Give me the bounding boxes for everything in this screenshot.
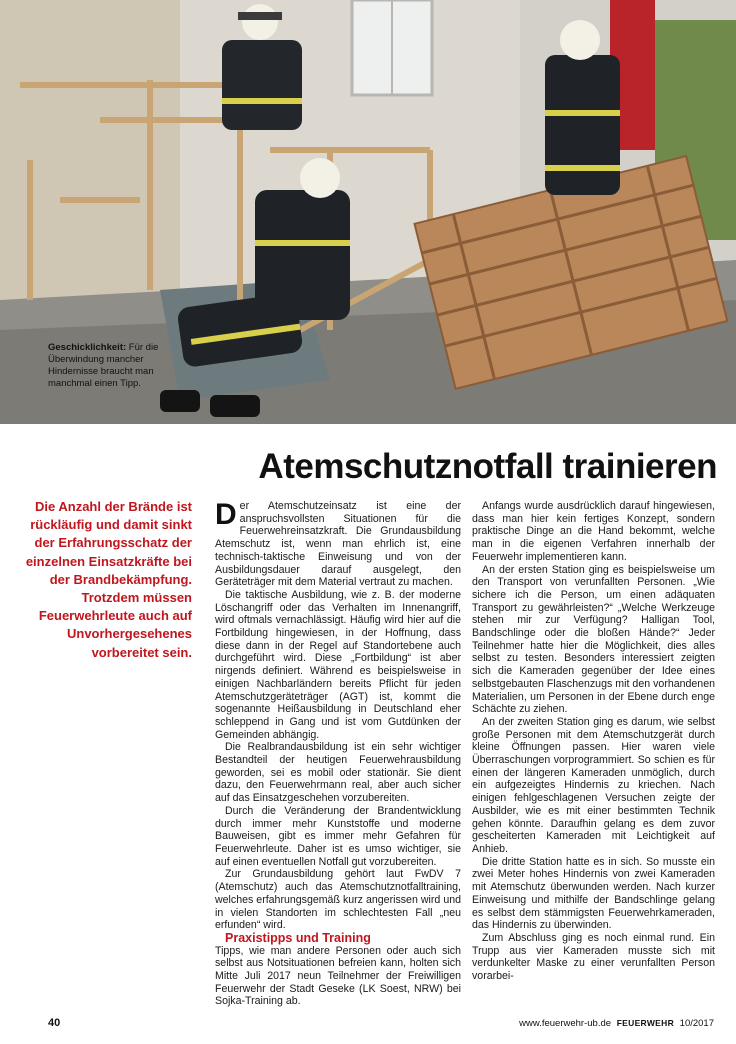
article-paragraph: Durch die Veränderung der Brandentwicklung durch immer mehr Kunststoffe und moderne Bauweisen, gibt es immer mehr Gefahren für Feuerwehrleute. Daher ist es umso wichtiger, sie auf einen eventuellen Notfall gut vorzubereiten. (215, 804, 461, 868)
footer-info (519, 1018, 714, 1029)
photo-caption (48, 342, 188, 390)
article-paragraph (215, 500, 461, 589)
page-number: 40 (48, 1017, 61, 1029)
article-paragraph: An der zweiten Station ging es darum, wie selbst große Personen mit dem Atemschutzgerät durch kleine Öffnungen passen. Hier waren viele Überraschungen vorprogrammiert. So schien es für einen der längeren Kameraden unmöglich, durch ein aufgezeigtes Hindernis zu kriechen. Nach einigen fehlgeschlagenen Versuchen zeigte der Ausbilder, wie es mit einer bestimmten Technik gehen könnte. Daraufhin gelang es dem zuvor gescheiterten Kameraden mit Leichtigkeit auf Anhieb. (472, 715, 715, 855)
article-paragraph: Die dritte Station hatte es in sich. So musste ein zwei Meter hohes Hindernis von zwei Kameraden mit Atemschutz überwunden werden. Nach kurzer Einweisung und mithilfe der Bandschlinge gelang es selbst dem stämmigsten Feuerwehrkameraden, das Hindernis zu überwinden. (472, 855, 715, 932)
footer-brand: FEUERWEHR (616, 1018, 675, 1028)
article-paragraph: Die taktische Ausbildung, wie z. B. der moderne Löschangriff oder das Verhalten im Innenangriff, wird oftmals vernachlässigt. Häufig wird hier auf die Fortbildung hingewiesen, in der Hoffnung, dass diese dann in der Regel auf Standortebene auch durchgeführt wird. Diese „Fortbildung“ ist aber nirgends definiert. Während es beispielsweise in einigen Nachbarländern bereits Pflicht für jeden Atemschutzgeräteträger (AGT) ist, kommt die sogenannte Heißausbildung in Deutschland eher schleppend in Gang und ist vom Gutdünken der Gemeinden abhängig. (215, 588, 461, 741)
caption-text: Für die Überwindung mancher Hindernisse braucht man manchmal einen Tipp. (48, 342, 159, 389)
article-paragraph: Tipps, wie man andere Personen oder auch sich selbst aus Notsituationen befreien kann, holten sich Mitte Juli 2017 neun Teilnehmer der Freiwilligen Feuerwehr der Stadt Geseke (LK Soest, NRW) bei Sojka-Training ab. (215, 944, 461, 1008)
article-photo (0, 0, 736, 424)
article-column-1 (215, 500, 461, 1008)
caption-label: Geschicklichkeit: (48, 342, 127, 353)
article-paragraph: Zum Abschluss ging es noch einmal rund. Ein Trupp aus vier Kameraden musste sich mit verdunkelter Maske zu einer verunfallten Person vorarbei- (472, 931, 715, 983)
footer-issue: 10/2017 (679, 1018, 714, 1029)
article-column-2 (472, 500, 715, 983)
article-paragraph: Anfangs wurde ausdrücklich darauf hingewiesen, dass man hier kein fertiges Konzept, sondern praktische Dinge an die Hand bekommt, welche man in die eigenen Verfahren innerhalb der Feuerwehr implementieren kann. (472, 500, 715, 563)
footer-url[interactable]: www.feuerwehr-ub.de (519, 1018, 612, 1029)
article-teaser: Die Anzahl der Brände ist rückläufig und damit sinkt der Erfahrungsschatz der einzelnen Einsatzkräfte bei der Brandbekämpfung. Trotzdem müssen Feuerwehrleute auch auf Unvorhergesehenes vorbereitet sein. (25, 499, 192, 660)
article-headline: Atemschutznotfall trainieren (258, 447, 717, 486)
dropcap: D (215, 498, 237, 531)
article-paragraph: Die Realbrandausbildung ist ein sehr wichtiger Bestandteil der heutigen Feuerwehrausbildung geworden, sei es mobil oder stationär. Sie dient dazu, den Feuerwehrmann real, aber auch sicher auf das Einsatzgeschehen vorzubereiten. (215, 741, 461, 805)
article-paragraph: Zur Grundausbildung gehört laut FwDV 7 (Atemschutz) auch das Atemschutznotfalltraining, welches erfahrungsgemäß kurz angerissen wird und in vielen Standorten im schlechtesten Fall „neu erfunden“ wird. (215, 868, 461, 932)
article-paragraph: An der ersten Station ging es beispielsweise um den Transport von verunfallten Personen. „Wie sichere ich die Person, um einen adäquaten Transport zu gewährleisten?“ „Welche Werkzeuge stehen mir zur Verfügung? Halligan Tool, Bandschlinge oder die bloßen Hände?“ Jeder Teilnehmer hatte hier die Möglichkeit, dies alles selbst zu testen. Besonders interessiert zeigten sich die Kameraden gegenüber der Idee eines selbstgebauten Flaschenzugs mit den vorhandenen Materialien, um Personen in der Ebene durch enge Schächte zu ziehen. (472, 563, 715, 716)
article-subhead: Praxistipps und Training (225, 930, 371, 945)
paragraph-text: er Atemschutzeinsatz ist eine der anspruchsvollsten Situationen für die Feuerwehreinsatzkraft. Die Grundausbildung Atemschutz ist, wenn man ehrlich ist, eine technisch-taktische Einweisung und von der Ausbildungsdauer darauf ausgelegt, den Geräteträger mit dem Material vertraut zu machen. (215, 500, 461, 589)
